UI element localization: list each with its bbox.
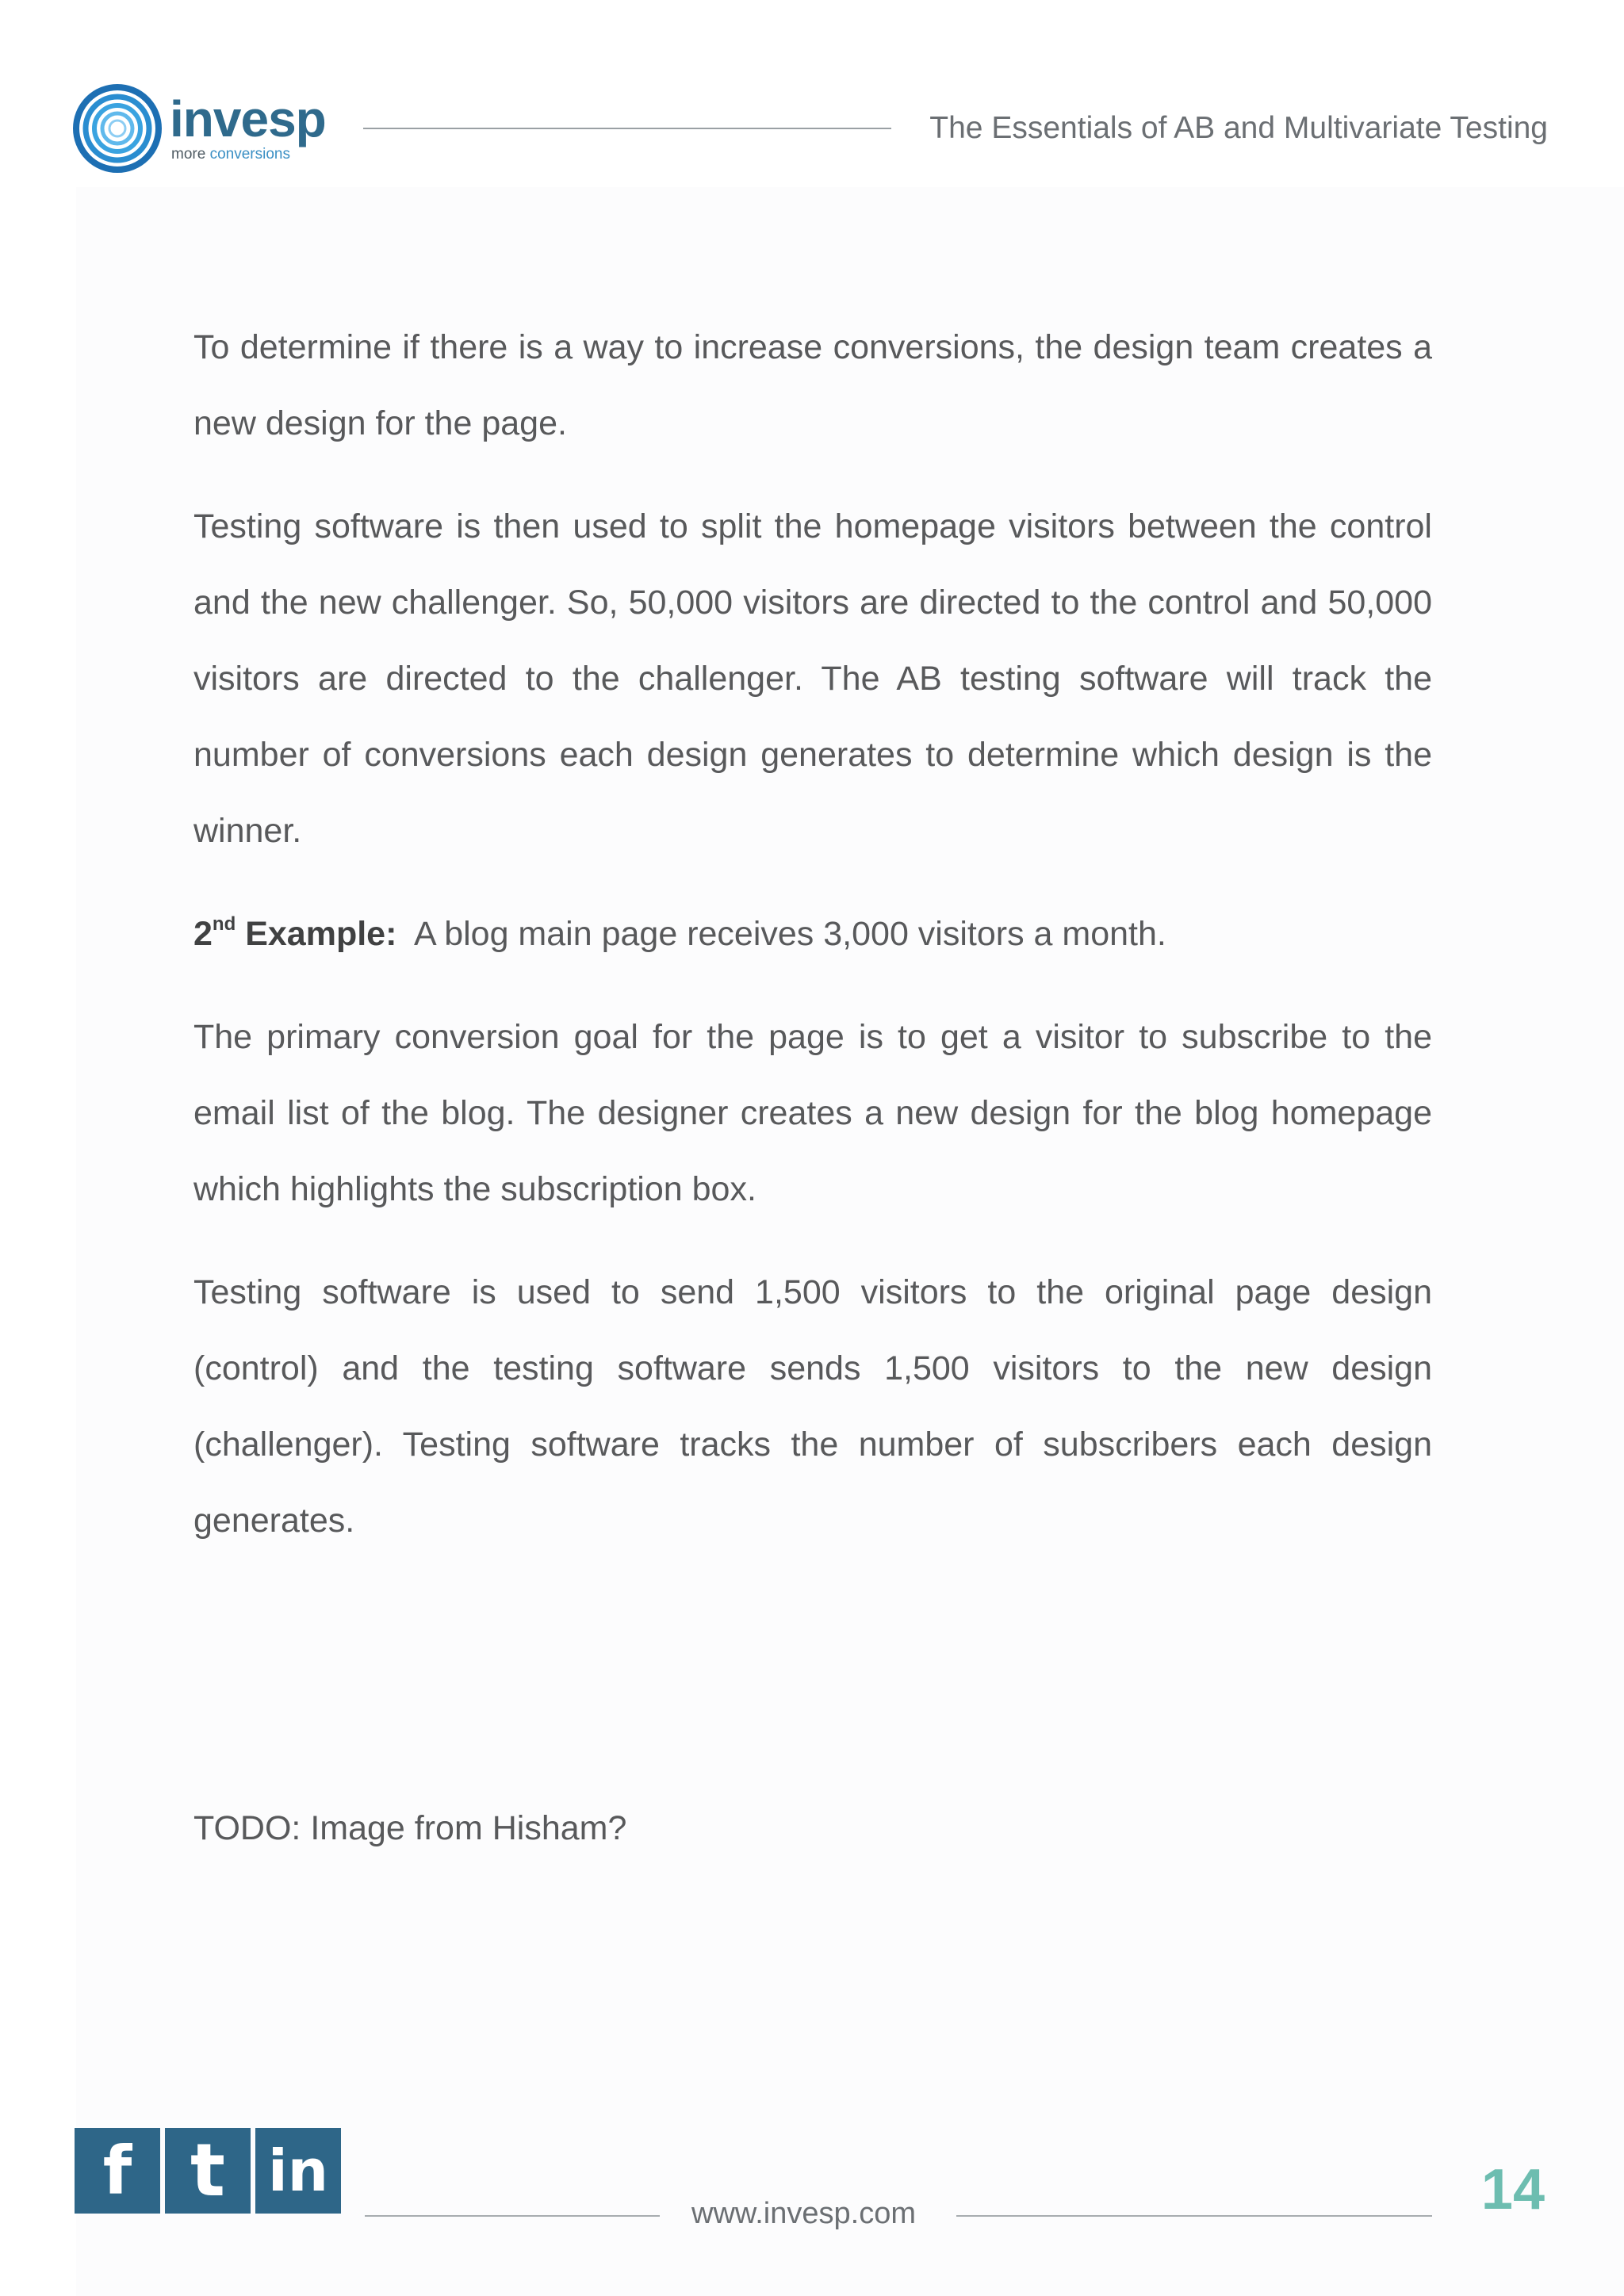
example-heading [193, 915, 396, 953]
paragraph-split-test: Testing software is then used to split the homepage visitors between the control and the new challenger. So, 50,000 visitors are directed to the control and 50,000 visitors are directed to the challenger. The AB testing software will track the number of conversions each design generates to determine which design is the winner. [193, 507, 1432, 850]
footer-divider-right [956, 2215, 1432, 2217]
page-number: 14 [1480, 2158, 1545, 2221]
invesp-logo[interactable] [73, 82, 335, 178]
facebook-button[interactable] [75, 2128, 160, 2214]
linkedin-icon: in [268, 2137, 328, 2204]
example-ordinal-suffix: nd [212, 913, 236, 935]
logo-rings-icon [73, 82, 165, 174]
paragraph-intro: To determine if there is a way to increase conversions, the design team creates a new design for the page. [193, 328, 1432, 442]
twitter-button[interactable] [165, 2128, 251, 2214]
footer-divider-left [365, 2215, 660, 2217]
linkedin-button[interactable] [255, 2128, 341, 2214]
todo-note: TODO: Image from Hisham? [193, 1809, 627, 1847]
document-title: The Essentials of AB and Multivariate Testing [929, 111, 1548, 145]
logo-wordmark: invesp [170, 90, 326, 147]
logo-tagline [171, 146, 290, 163]
header-divider [363, 128, 891, 129]
logo-tagline-more: more [171, 146, 206, 163]
facebook-icon: f [102, 2132, 132, 2210]
website-link[interactable]: www.invesp.com [691, 2197, 916, 2230]
paragraph-goal: The primary conversion goal for the page is to get a visitor to subscribe to the email list of the blog. The designer creates a new design for the blog homepage which highlights the subscription box. [193, 1018, 1432, 1208]
paragraph-testing: Testing software is used to send 1,500 visitors to the original page design (control) and the testing software sends 1,500 visitors to the new design (challenger). Testing software tracks the number of subscribers each design generates. [193, 1273, 1432, 1540]
example-line [193, 896, 1432, 972]
example-text: A blog main page receives 3,000 visitors a month. [413, 915, 1166, 953]
page-content [193, 309, 1432, 1586]
logo-tagline-conversions: conversions [209, 146, 290, 163]
example-label: Example: [245, 915, 397, 953]
example-number: 2 [193, 915, 213, 953]
social-links [75, 2128, 341, 2214]
twitter-icon: t [190, 2128, 225, 2213]
